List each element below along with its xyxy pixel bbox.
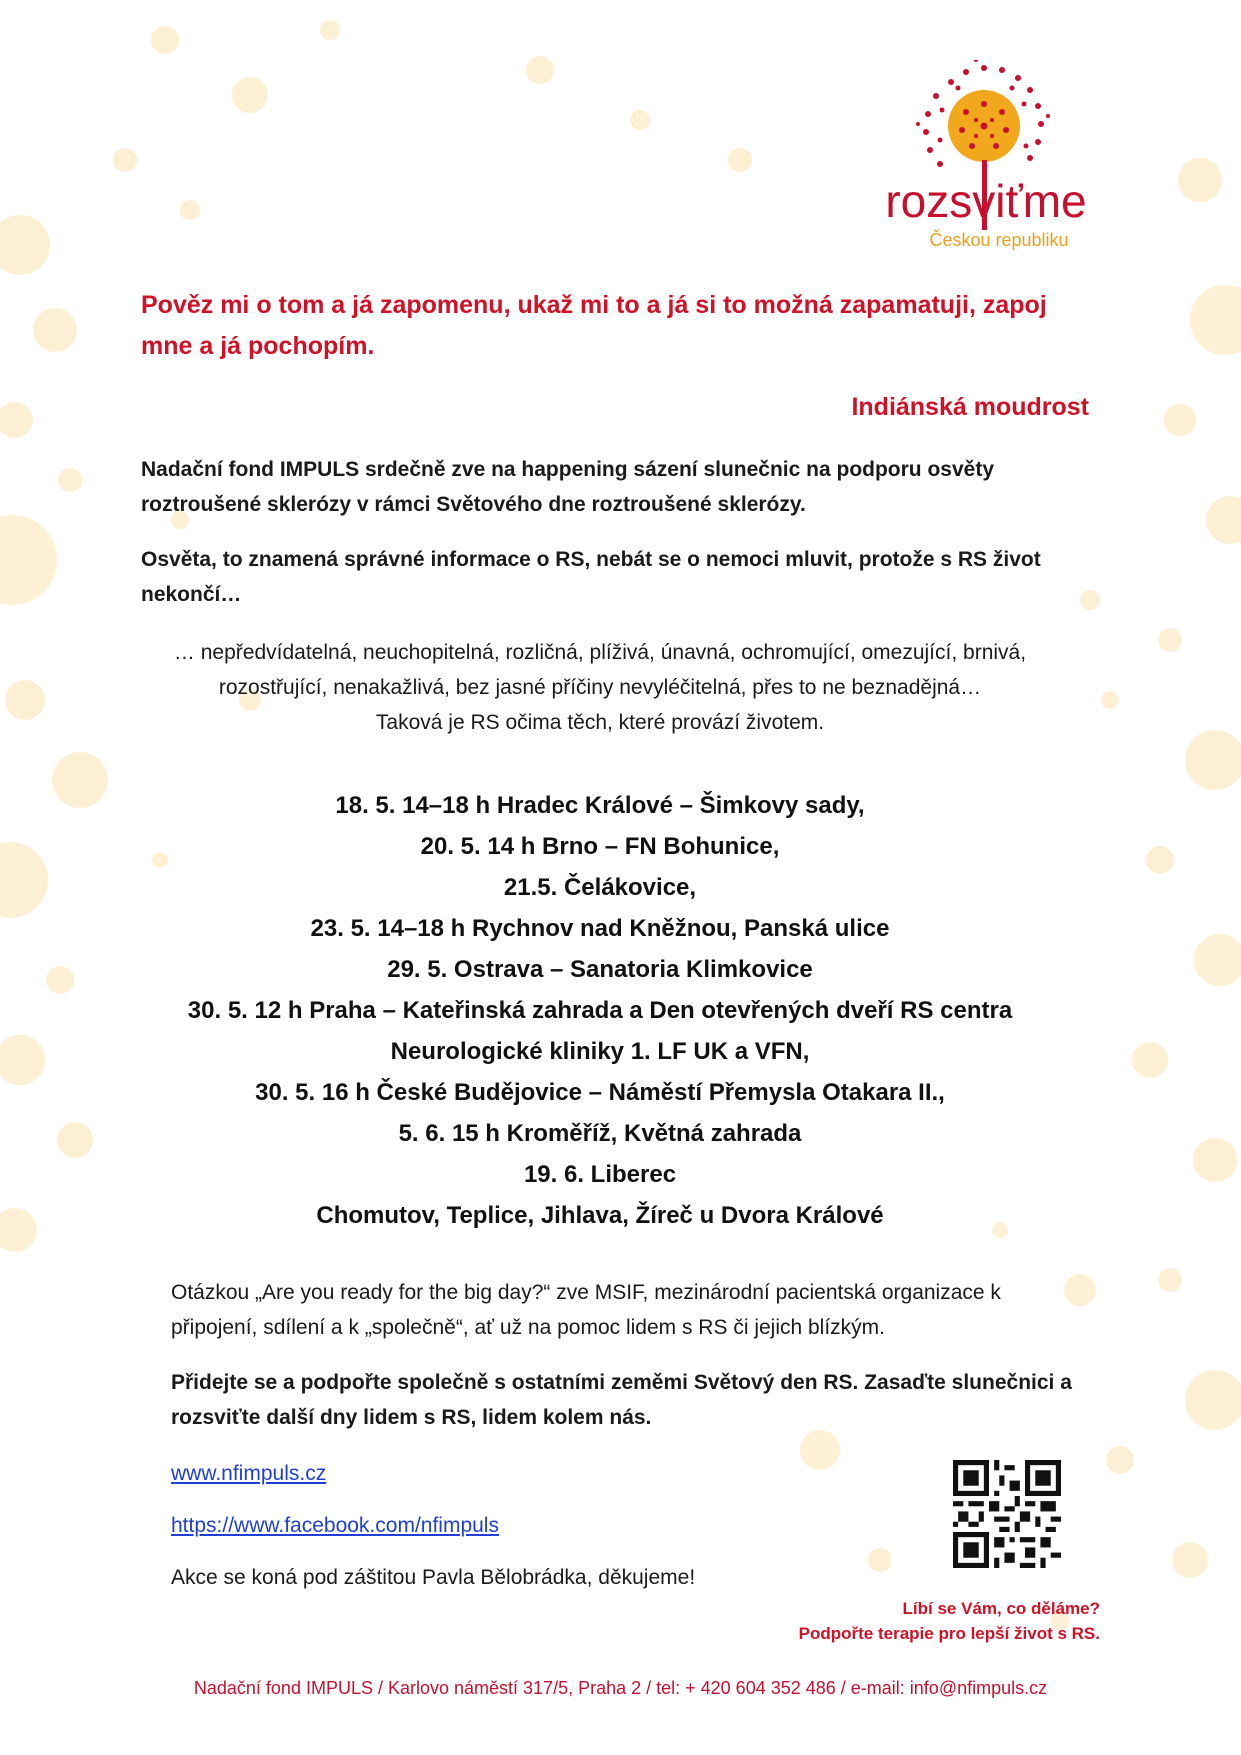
event-item: 5. 6. 15 h Kroměříž, Květná zahrada	[398, 1120, 802, 1147]
website-link[interactable]: www.nfimpuls.cz	[171, 1462, 327, 1485]
event-item: 29. 5. Ostrava – Sanatoria Klimkovice	[387, 956, 813, 983]
intro-paragraph-2: Osvěta, to znamená správné informace o RS, nebát se o nemoci mluvit, protože s RS život nekončí…	[141, 548, 1041, 606]
closing-section	[171, 1275, 1091, 1455]
rs-attributes	[120, 635, 1080, 740]
logo-wordmark: rozsviťme	[885, 175, 1087, 227]
rozsvitme-logo	[866, 60, 1106, 260]
event-item: Chomutov, Teplice, Jihlava, Žíreč u Dvora Králové	[316, 1202, 884, 1229]
call-to-action: Přidejte se a podpořte společně s ostatními zeměmi Světový den RS. Zasaďte slunečnici a rozsviťte další dny lidem s RS, lidem kolem nás.	[171, 1371, 1072, 1429]
event-item: 19. 6. Liberec	[523, 1161, 677, 1188]
qr-code-icon	[953, 1460, 1061, 1568]
support-note	[770, 1596, 1100, 1646]
quote-author: Indiánská moudrost	[851, 393, 1089, 421]
msif-paragraph: Otázkou „Are you ready for the big day?“ zve MSIF, mezinárodní pacientská organizace k připojení, sdílení a k „společně“, ať už na pomoc lidem s RS či jejich blízkým.	[171, 1281, 1001, 1339]
event-list	[120, 785, 1080, 1236]
patronage-note: Akce se koná pod záštitou Pavla Bělobrádka, děkujeme!	[171, 1566, 696, 1589]
event-item: 18. 5. 14–18 h Hradec Králové – Šimkovy sady,	[335, 792, 865, 819]
attributes-line-1: … nepředvídatelná, neuchopitelná, rozličná, plíživá, únavná, ochromující, omezující, brnivá,	[173, 641, 1027, 664]
intro-section	[141, 452, 1101, 632]
quote-text: Pověz mi o tom a já zapomenu, ukaž mi to a já si to možná zapamatuji, zapoj mne a já pochopím.	[141, 291, 1047, 360]
event-item: 20. 5. 14 h Brno – FN Bohunice,	[420, 833, 780, 860]
support-line-2: Podpořte terapie pro lepší život s RS.	[798, 1624, 1100, 1643]
event-item: 23. 5. 14–18 h Rychnov nad Kněžnou, Panská ulice	[310, 915, 890, 942]
facebook-link[interactable]: https://www.facebook.com/nfimpuls	[171, 1514, 499, 1537]
footer-contact: Nadační fond IMPULS / Karlovo náměstí 317/5, Praha 2 / tel: + 420 604 352 486 / e-mail: info@nfimpuls.cz	[193, 1678, 1048, 1698]
event-item: 21.5. Čelákovice,	[503, 874, 697, 901]
event-item: 30. 5. 12 h Praha – Kateřinská zahrada a Den otevřených dveří RS centra	[187, 997, 1013, 1024]
attributes-line-3: Taková je RS očima těch, které provází životem.	[375, 711, 825, 734]
intro-paragraph-1: Nadační fond IMPULS srdečně zve na happening sázení slunečnic na podporu osvěty roztroušené sklerózy v rámci Světového dne roztroušené sklerózy.	[141, 458, 995, 516]
event-item: Neurologické kliniky 1. LF UK a VFN,	[390, 1038, 810, 1065]
logo-subtitle: Českou republiku	[929, 230, 1069, 250]
event-item: 30. 5. 16 h České Budějovice – Náměstí Přemysla Otakara II.,	[255, 1079, 945, 1106]
attributes-line-2: rozostřující, nenakažlivá, bez jasné příčiny nevyléčitelná, přes to ne beznadějná…	[218, 676, 982, 699]
support-line-1: Líbí se Vám, co děláme?	[902, 1599, 1100, 1618]
